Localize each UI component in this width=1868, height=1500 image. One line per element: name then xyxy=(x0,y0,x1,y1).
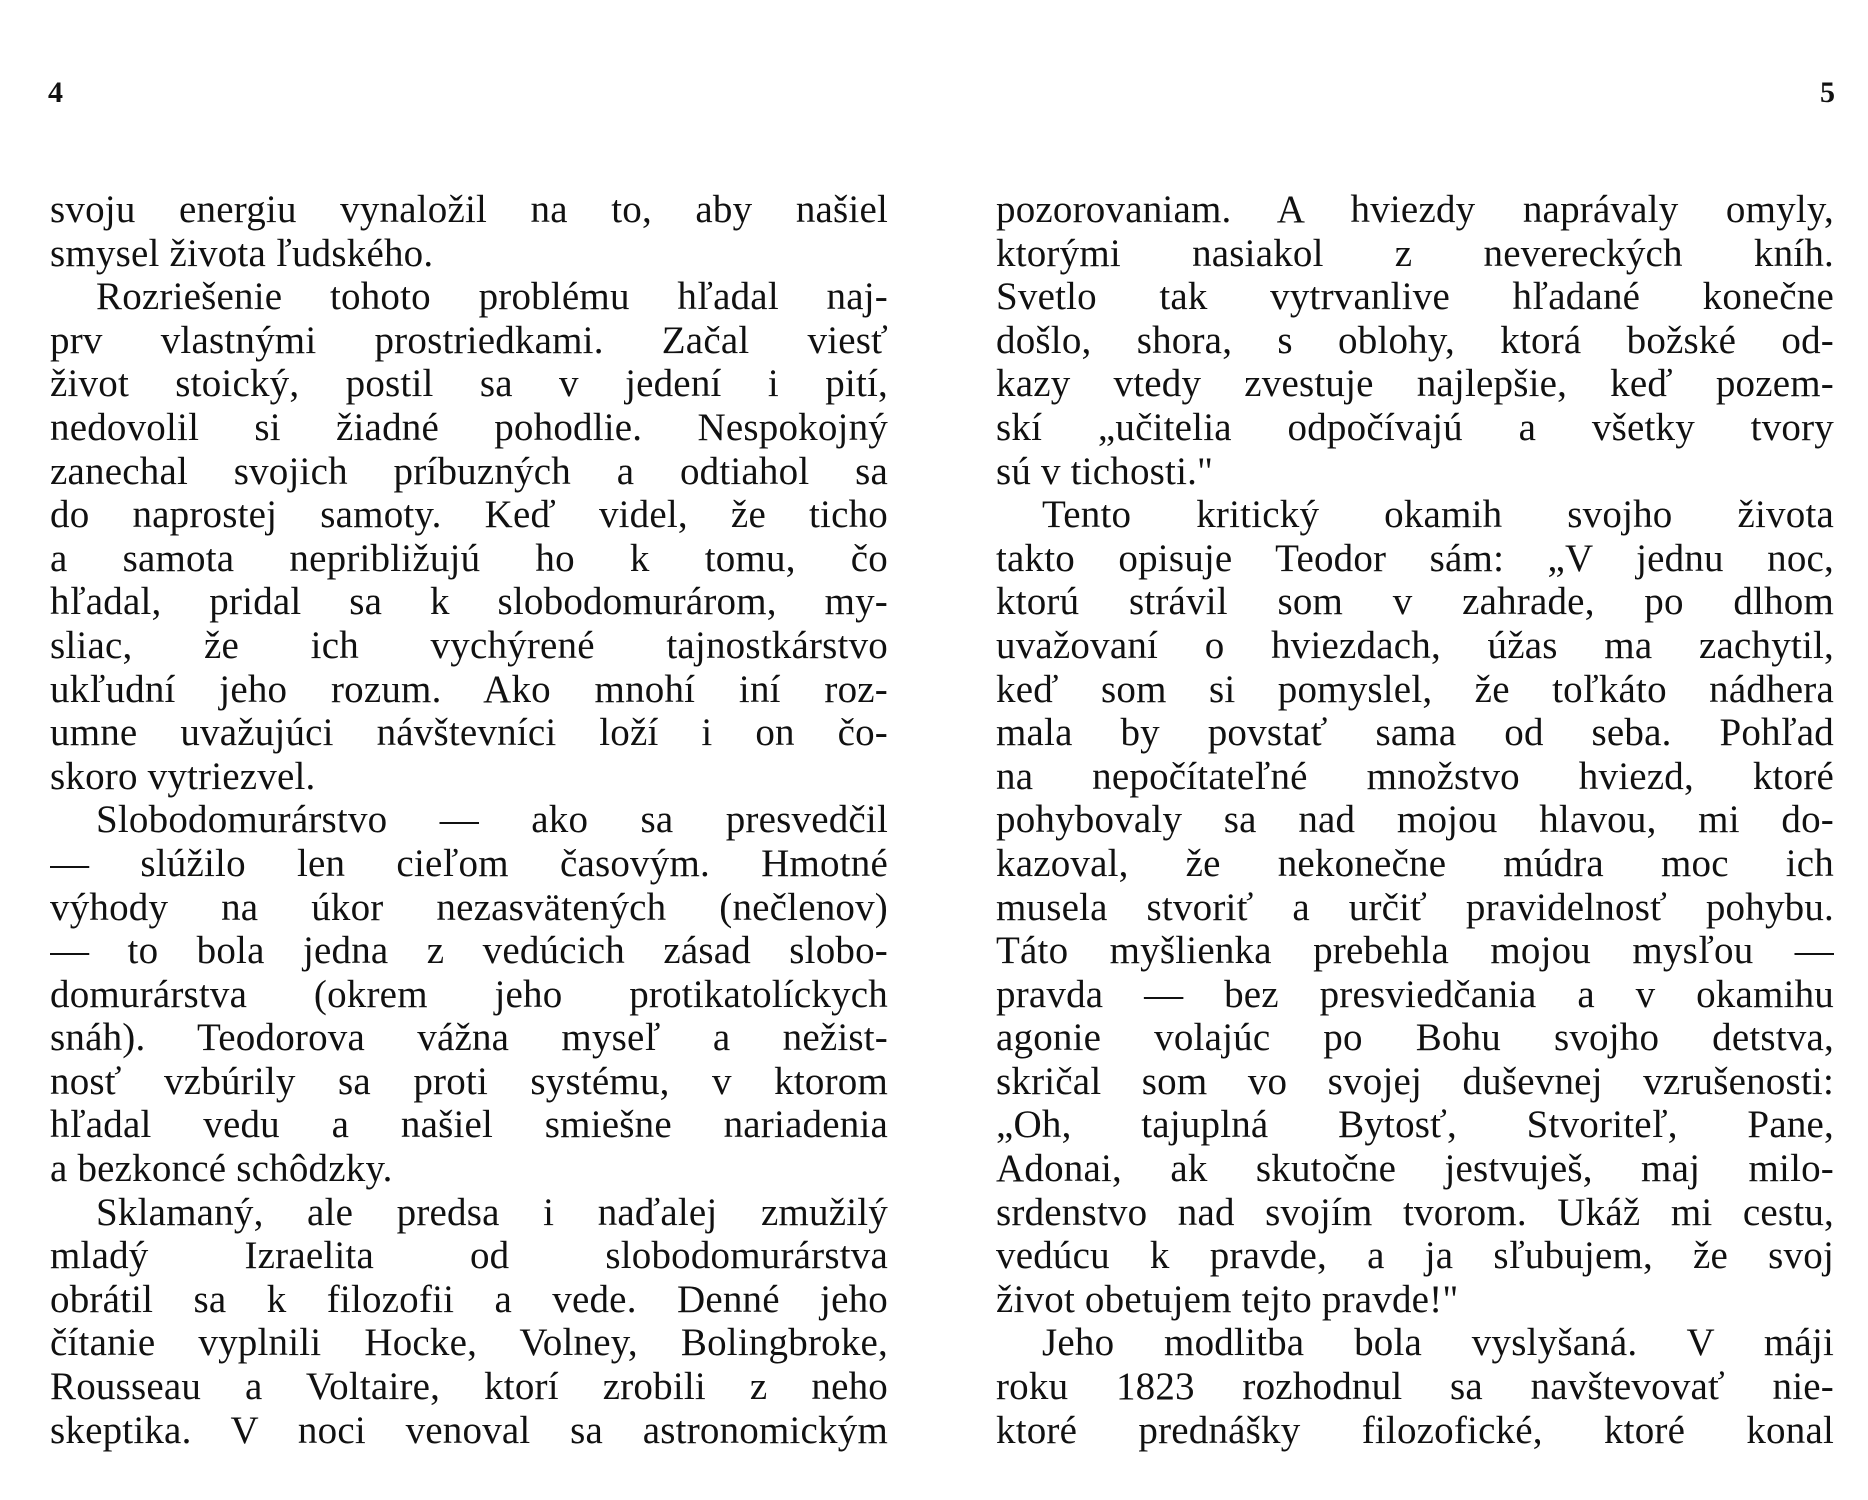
text-line: domurárstva (okrem jeho protikatolíckych xyxy=(50,972,888,1016)
text-line: Svetlo tak vytrvanlive hľadané konečne xyxy=(996,275,1834,319)
text-line: Rousseau a Voltaire, ktorí zrobili z neho xyxy=(50,1365,888,1409)
text-line: srdenstvo nad svojím tvorom. Ukáž mi cestu, xyxy=(996,1190,1834,1234)
text-line: na nepočítateľné množstvo hviezd, ktoré xyxy=(996,754,1834,798)
text-line: výhody na úkor nezasvätených (nečlenov) xyxy=(50,885,888,929)
text-line: ktoré prednášky filozofické, ktoré konal xyxy=(996,1408,1834,1452)
text-line: musela stvoriť a určiť pravidelnosť pohybu. xyxy=(996,885,1834,929)
text-line: zanechal svojich príbuzných a odtiahol sa xyxy=(50,449,888,493)
text-line: keď som si pomyslel, že toľkáto nádhera xyxy=(996,667,1834,711)
text-line: agonie volajúc po Bohu svojho detstva, xyxy=(996,1016,1834,1060)
text-line: skričal som vo svojej duševnej vzrušenosti: xyxy=(996,1059,1834,1103)
text-line: pozorovaniam. A hviezdy naprávaly omyly, xyxy=(996,188,1834,231)
text-line: a bezkoncé schôdzky. xyxy=(50,1147,393,1191)
text-line: nedovolil si žiadné pohodlie. Nespokojný xyxy=(50,405,888,449)
text-line: vedúcu k pravde, a ja sľubujem, že svoj xyxy=(996,1234,1834,1278)
text-line: život stoický, postil sa v jedení i pití, xyxy=(50,362,888,406)
text-line: umne uvažujúci návštevníci loží i on čo- xyxy=(50,711,888,755)
text-line: ktorú strávil som v zahrade, po dlhom xyxy=(996,580,1834,624)
text-line: sliac, že ich vychýrené tajnostkárstvo xyxy=(50,623,888,667)
text-line: pravda — bez presviedčania a v okamihu xyxy=(996,972,1834,1016)
text-line: skeptika. V noci venoval sa astronomickým xyxy=(50,1408,888,1452)
text-column-left xyxy=(50,188,888,1452)
text-column-right xyxy=(996,188,1834,1452)
text-line: ktorými nasiakol z nevereckých kníh. xyxy=(996,231,1834,275)
text-line: skoro vytriezvel. xyxy=(50,754,316,798)
text-line: prv vlastnými prostriedkami. Začal viesť xyxy=(50,318,888,362)
text-line: ukľudní jeho rozum. Ako mnohí iní roz- xyxy=(50,667,888,711)
text-line: „Oh, tajuplná Bytosť, Stvoriteľ, Pane, xyxy=(996,1103,1834,1147)
text-line: Rozriešenie tohoto problému hľadal naj- xyxy=(96,275,888,319)
text-line: Tento kritický okamih svojho života xyxy=(1042,493,1834,537)
text-line: pohybovaly sa nad mojou hlavou, mi do- xyxy=(996,798,1834,842)
text-line: smysel života ľudského. xyxy=(50,231,434,275)
text-line: Slobodomurárstvo — ako sa presvedčil xyxy=(96,798,888,842)
text-line: — slúžilo len cieľom časovým. Hmotné xyxy=(50,841,888,885)
text-line: čítanie vyplnili Hocke, Volney, Bolingbroke, xyxy=(50,1321,888,1365)
text-line: Adonai, ak skutočne jestvuješ, maj milo- xyxy=(996,1147,1834,1191)
text-line: snáh). Teodorova vážna myseľ a nežist- xyxy=(50,1016,888,1060)
text-line: mladý Izraelita od slobodomurárstva xyxy=(50,1234,888,1278)
text-line: kazy vtedy zvestuje najlepšie, keď pozem- xyxy=(996,362,1834,406)
text-line: nosť vzbúrily sa proti systému, v ktorom xyxy=(50,1059,888,1103)
text-line: Jeho modlitba bola vyslyšaná. V máji xyxy=(1042,1321,1834,1365)
text-line: došlo, shora, s oblohy, ktorá božské od- xyxy=(996,318,1834,362)
text-line: hľadal, pridal sa k slobodomurárom, my- xyxy=(50,580,888,624)
text-line: takto opisuje Teodor sám: „V jednu noc, xyxy=(996,536,1834,580)
text-line: mala by povstať sama od seba. Pohľad xyxy=(996,711,1834,755)
page-number-left: 4 xyxy=(48,76,63,109)
text-line: Táto myšlienka prebehla mojou mysľou — xyxy=(996,929,1834,973)
text-line: Sklamaný, ale predsa i naďalej zmužilý xyxy=(96,1190,888,1234)
text-line: — to bola jedna z vedúcich zásad slobo- xyxy=(50,929,888,973)
page-number-right: 5 xyxy=(1820,76,1835,109)
text-line: kazoval, že nekonečne múdra moc ich xyxy=(996,841,1834,885)
text-line: skí „učitelia odpočívajú a všetky tvory xyxy=(996,405,1834,449)
text-line: sú v tichosti." xyxy=(996,449,1214,493)
text-line: do naprostej samoty. Keď videl, že ticho xyxy=(50,493,888,537)
text-line: obrátil sa k filozofii a vede. Denné jeho xyxy=(50,1277,888,1321)
text-line: a samota nepribližujú ho k tomu, čo xyxy=(50,536,888,580)
text-line: uvažovaní o hviezdach, úžas ma zachytil, xyxy=(996,623,1834,667)
text-line: svoju energiu vynaložil na to, aby našiel xyxy=(50,188,888,231)
text-line: hľadal vedu a našiel smiešne nariadenia xyxy=(50,1103,888,1147)
text-line: roku 1823 rozhodnul sa navštevovať nie- xyxy=(996,1365,1834,1409)
text-line: život obetujem tejto pravde!" xyxy=(996,1277,1459,1321)
